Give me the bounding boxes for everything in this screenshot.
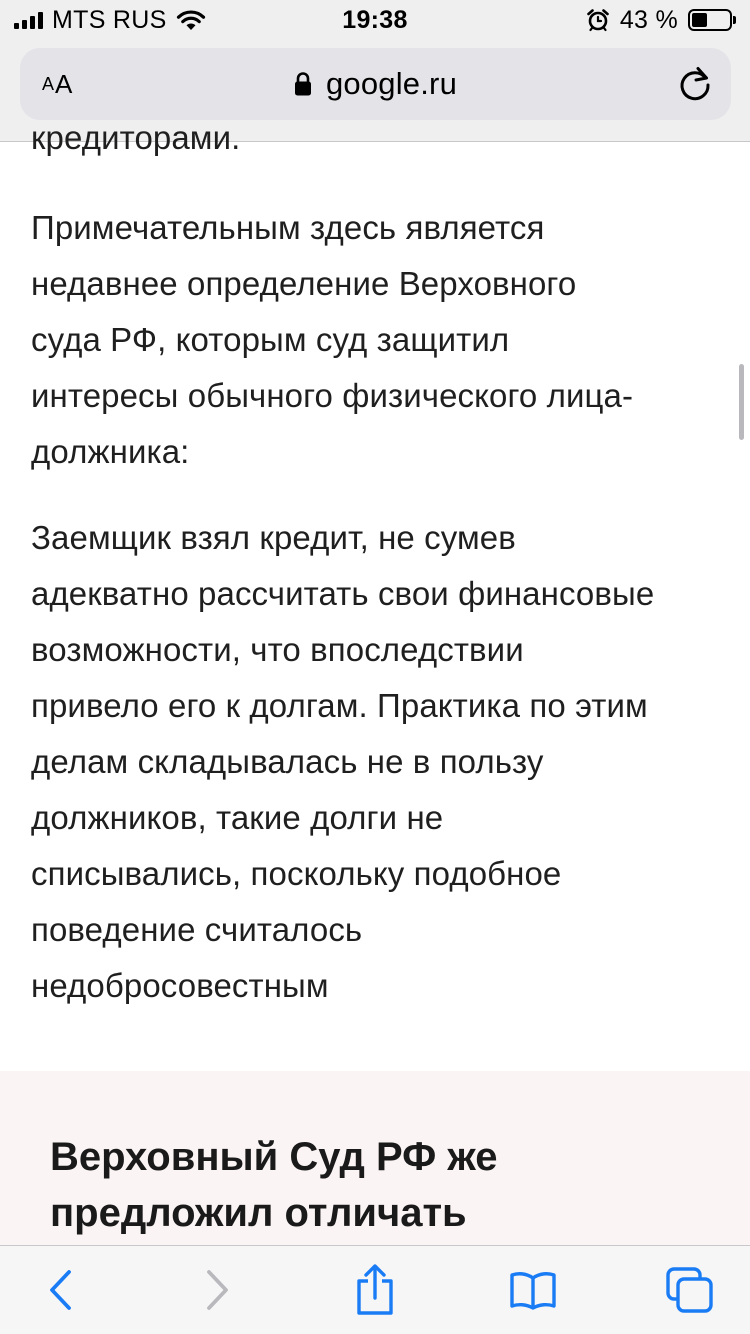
tabs-button[interactable]: [662, 1262, 718, 1318]
article-content[interactable]: [0, 119, 750, 1245]
share-icon: [354, 1264, 396, 1316]
scroll-indicator[interactable]: [739, 364, 744, 440]
forward-icon: [202, 1269, 232, 1311]
article-paragraph-1: [31, 200, 731, 480]
paragraph-line: интересы обычного физического лица-: [31, 377, 634, 414]
status-right: [586, 6, 732, 34]
bookmarks-icon: [509, 1270, 557, 1310]
paragraph-line: Заемщик взял кредит, не сумев: [31, 519, 516, 556]
paragraph-line: недобросовестным: [31, 967, 329, 1004]
heading-line: предложил отличать: [50, 1191, 467, 1235]
forward-button[interactable]: [189, 1262, 245, 1318]
bookmarks-button[interactable]: [505, 1262, 561, 1318]
callout-heading: [50, 1129, 710, 1241]
text-size-large-a: A: [55, 68, 73, 99]
text-size-small-a: A: [42, 73, 55, 94]
paragraph-line: суда РФ, которым суд защитил: [31, 321, 510, 358]
alarm-icon: [586, 8, 610, 32]
article-paragraph-2: [31, 510, 731, 1014]
back-button[interactable]: [33, 1262, 89, 1318]
paragraph-line: поведение считалось: [31, 911, 363, 948]
paragraph-line: делам складывалась не в пользу: [31, 743, 544, 780]
share-button[interactable]: [347, 1262, 403, 1318]
bottom-toolbar: [0, 1245, 750, 1334]
paragraph-line: привело его к долгам. Практика по этим: [31, 687, 648, 724]
status-bar: [0, 0, 750, 40]
paragraph-line: должника:: [31, 433, 190, 470]
battery-level-fill: [692, 13, 707, 27]
paragraph-line: адекватно рассчитать свои финансовые: [31, 575, 655, 612]
paragraph-line: возможности, что впоследствии: [31, 631, 524, 668]
paragraph-line: должников, такие долги не: [31, 799, 444, 836]
battery-icon: [688, 9, 732, 31]
paragraph-line: Примечательным здесь является: [31, 209, 545, 246]
paragraph-line: списывались, поскольку подобное: [31, 855, 562, 892]
paragraph-line: недавнее определение Верховного: [31, 265, 577, 302]
reload-icon[interactable]: [675, 64, 715, 104]
back-icon: [46, 1269, 76, 1311]
status-time: 19:38: [342, 6, 408, 34]
battery-percentage: 43 %: [619, 5, 678, 34]
lock-icon: [294, 71, 312, 97]
url-text: google.ru: [325, 66, 458, 101]
cut-off-line: кредиторами.: [31, 119, 241, 156]
tabs-icon: [665, 1266, 715, 1314]
carrier-name: MTS RUS: [52, 5, 167, 34]
heading-line: Верховный Суд РФ же: [50, 1135, 498, 1179]
